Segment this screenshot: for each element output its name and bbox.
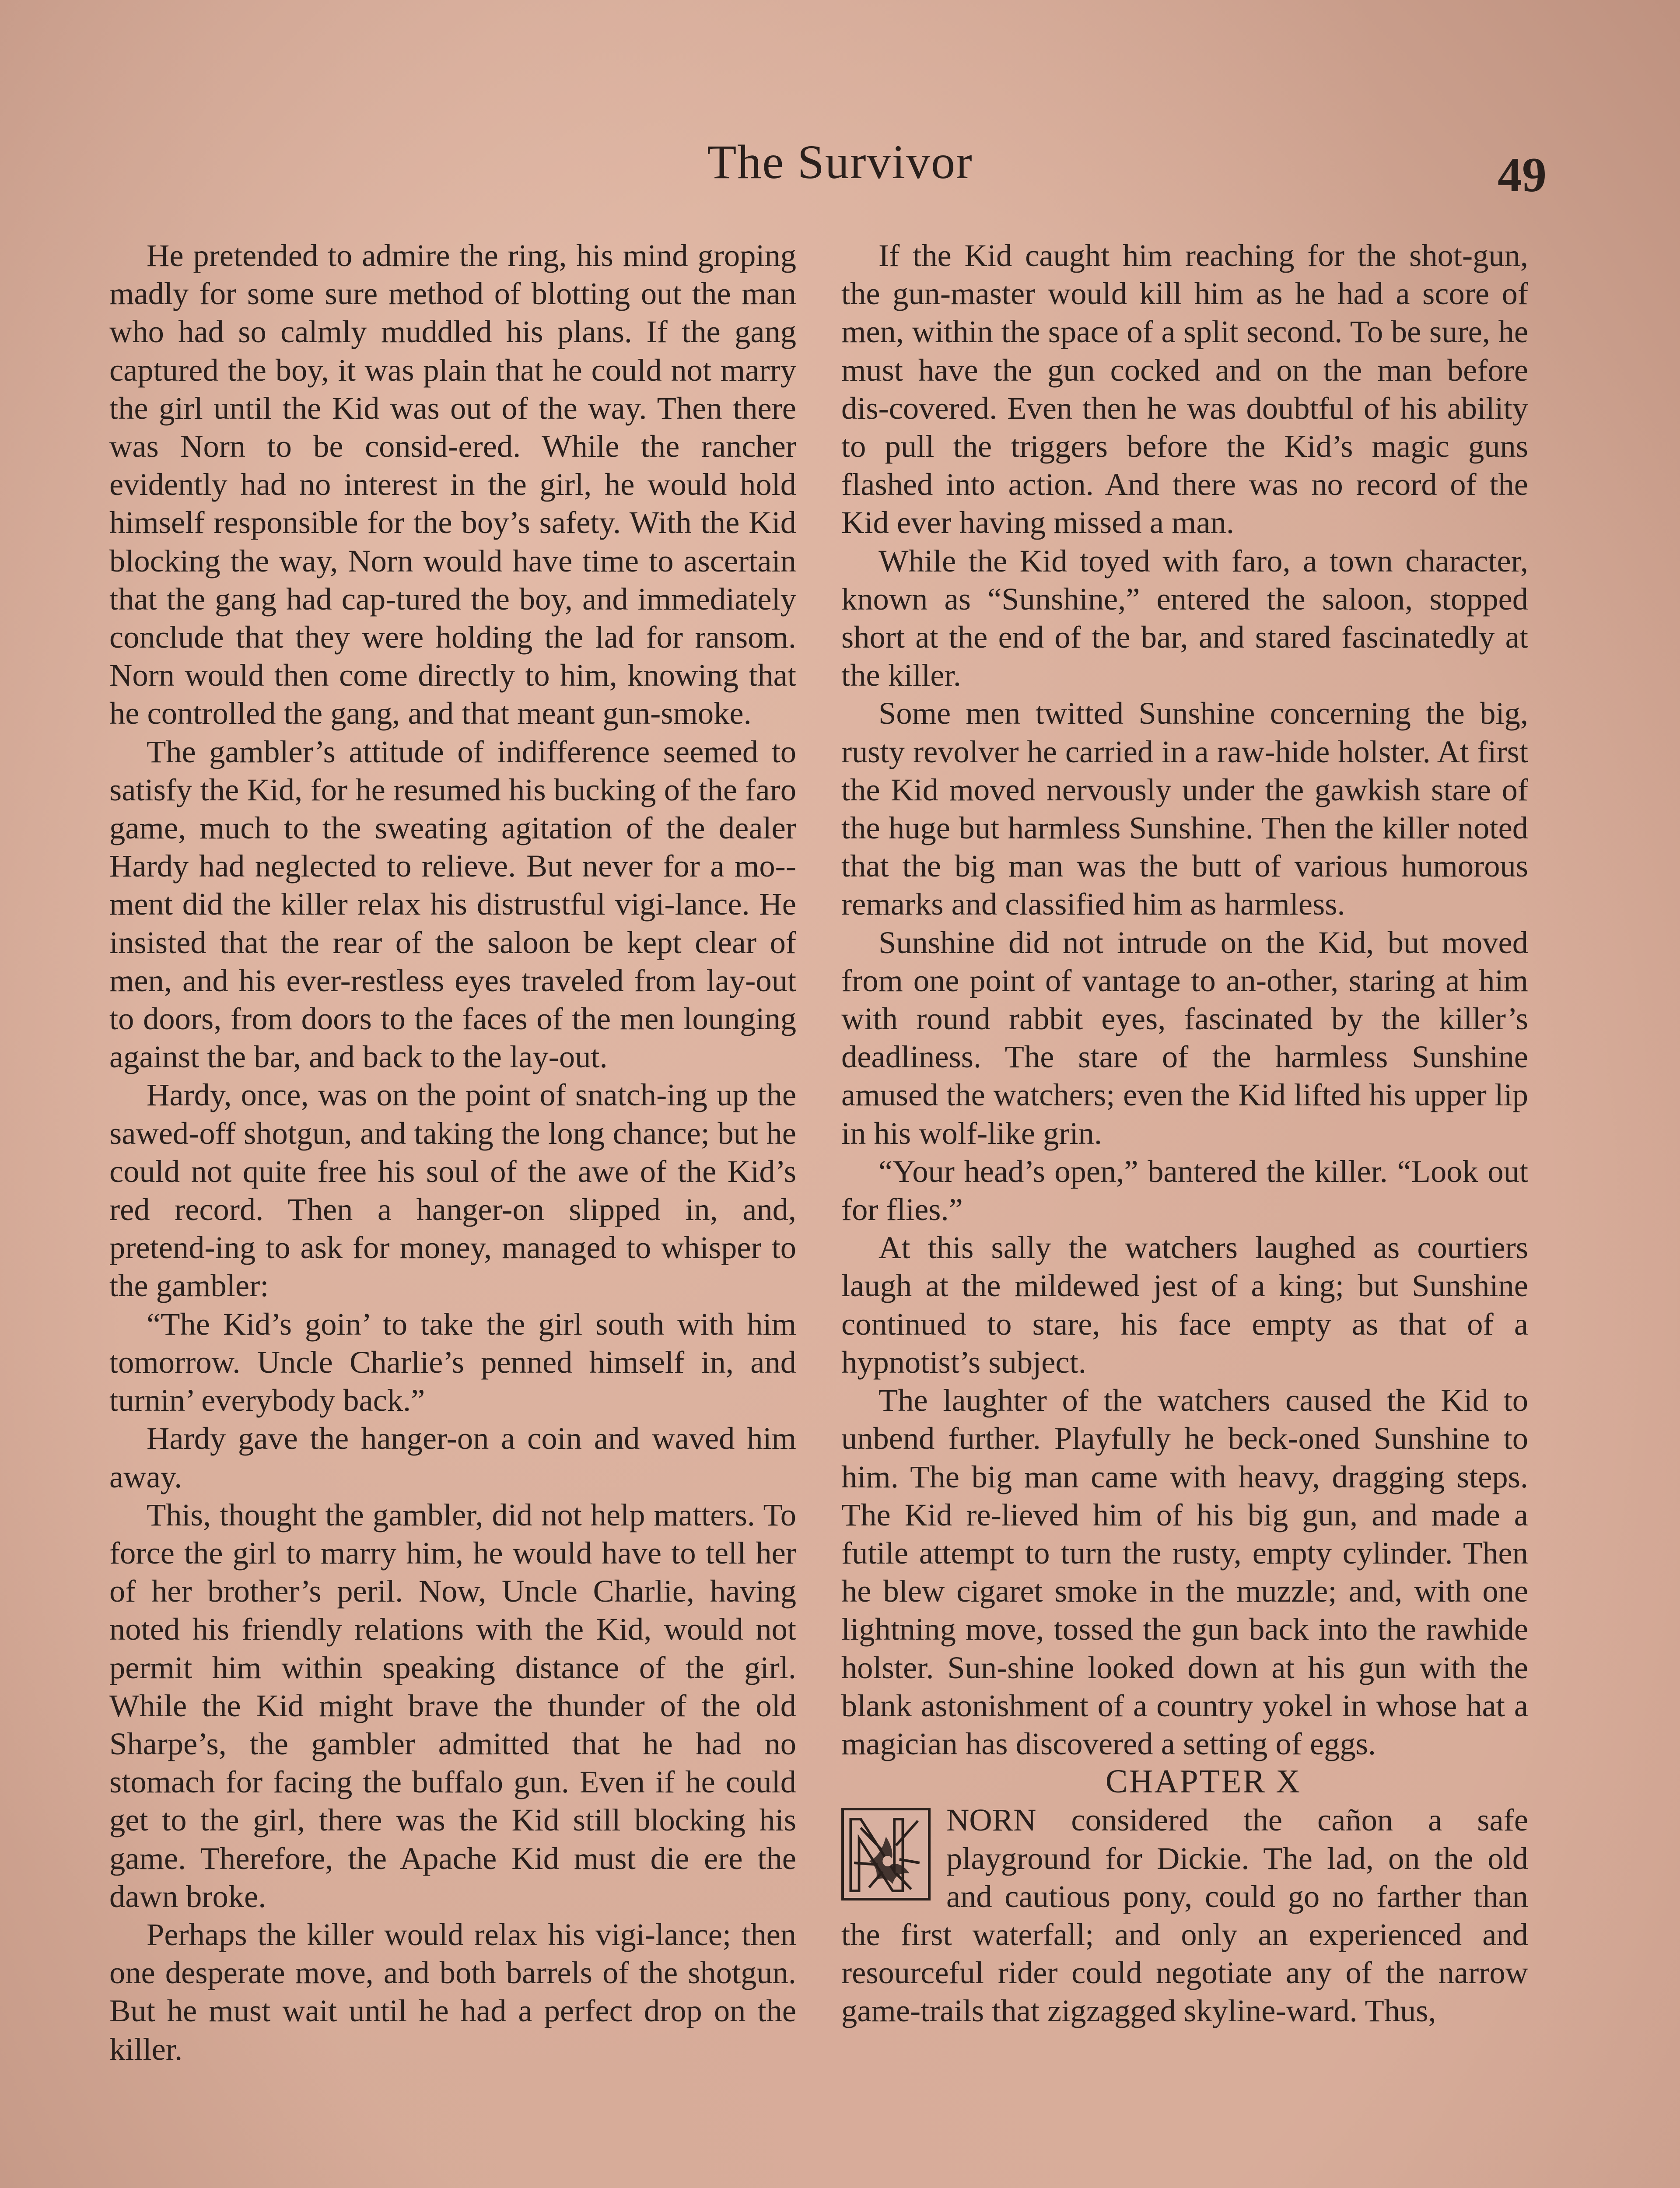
paragraph: Hardy, once, was on the point of snatch-ing up the sawed-off shotgun, and taking the long chance; but he could not quite free his soul of the awe of the Kid’s red record. Then a hanger-on slipped in, and, pretend-ing to ask for money, managed to whisper to the gambler: [109,1077,796,1304]
left-column [109,236,796,2068]
paragraph: While the Kid toyed with faro, a town character, known as “Sunshine,” entered the saloon, stopped short at the end of the bar, and stared fascinatedly at the killer. [841,543,1528,693]
paragraph: Hardy gave the hanger-on a coin and waved him away. [109,1420,796,1494]
paragraph: Sunshine did not intrude on the Kid, but moved from one point of vantage to an-other, staring at him with round rabbit eyes, fascinated by the killer’s deadliness. The stare of the harmless Sunshine amused the watchers; even the Kid lifted his upper lip in his wolf-like grin. [841,924,1528,1151]
paragraph: “Your head’s open,” bantered the killer. “Look out for flies.” [841,1153,1528,1227]
paragraph: The gambler’s attitude of indifference seemed to satisfy the Kid, for he resumed his bucking of the faro game, much to the sweating agitation of the dealer Hardy had neglected to relieve. But never for a mo-ment did the killer relax his distrustful vigi-lance. He insisted that the rear of the saloon be kept clear of men, and his ever-restless eyes traveled from lay-out to doors, from doors to the faces of the men lounging against the bar, and back to the lay-out. [109,733,796,1075]
chapter-text: NORN considered the cañon a safe playground for Dickie. The lad, on the old and cautious pony, could go no farther than the first waterfall; and only an experienced and resourceful rider could negotiate any of the narrow game-trails that zigzagged skyline-ward. Thus, [841,1802,1528,2029]
chapter-heading: CHAPTER X [1105,1763,1302,1800]
page-title: The Survivor [707,135,973,189]
paragraph: “The Kid’s goin’ to take the girl south with him tomorrow. Uncle Charlie’s penned himself in, and turnin’ everybody back.” [109,1306,796,1418]
paragraph: This, thought the gambler, did not help matters. To force the girl to marry him, he would have to tell her of her brother’s peril. Now, Uncle Charlie, having noted his friendly relations with the Kid, would not permit him within speaking distance of the girl. While the Kid might brave the thunder of the old Sharpe’s, the gambler admitted that he had no stomach for facing the buffalo gun. Even if he could get to the girl, there was the Kid still blocking his game. Therefore, the Apache Kid must die ere the dawn broke. [109,1497,796,1914]
paragraph: At this sally the watchers laughed as courtiers laugh at the mildewed jest of a king; but Sunshine continued to stare, his face empty as that of a hypnotist’s subject. [841,1230,1528,1380]
chapter-first-paragraph [841,1801,1528,2030]
paragraph: If the Kid caught him reaching for the shot-gun, the gun-master would kill him as he had a score of men, within the space of a split second. To be sure, he must have the gun cocked and on the man before dis-covered. Even then he was doubtful of his ability to pull the triggers before the Kid’s magic guns flashed into action. And there was no record of the Kid ever having missed a man. [841,238,1528,540]
paragraph: He pretended to admire the ring, his mind groping madly for some sure method of blotting out the man who had so calmly muddled his plans. If the gang captured the boy, it was plain that he could not marry the girl until the Kid was out of the way. Then there was Norn to be consid-ered. While the rancher evidently had no interest in the girl, he would hold himself responsible for the boy’s safety. With the Kid blocking the way, Norn would have time to ascertain that the gang had cap-tured the boy, and immediately conclude that they were holding the lad for ransom. Norn would then come directly to him, knowing that he controlled the gang, and that meant gun-smoke. [109,238,796,731]
paragraph: Some men twitted Sunshine concerning the big, rusty revolver he carried in a raw-hide holster. At first the Kid moved nervously under the gawkish stare of the huge but harmless Sunshine. Then the killer noted that the big man was the butt of various humorous remarks and classified him as harmless. [841,695,1528,922]
paragraph: The laughter of the watchers caused the Kid to unbend further. Playfully he beck-oned Sunshine to him. The big man came with heavy, dragging steps. The Kid re-lieved him of his big gun, and made a futile attempt to turn the rusty, empty cylinder. Then he blew cigaret smoke in the muzzle; and, with one lightning move, tossed the gun back into the rawhide holster. Sun-shine looked down at his gun with the blank astonishment of a country yokel in whose hat a magician has discovered a setting of eggs. [841,1382,1528,1761]
ornamental-initial-n-icon [841,1808,931,1900]
right-column [841,236,1528,2030]
page-number: 49 [1498,148,1547,202]
paragraph: Perhaps the killer would relax his vigi-lance; then one desperate move, and both barrels of the shotgun. But he must wait until he had a perfect drop on the killer. [109,1916,796,2067]
